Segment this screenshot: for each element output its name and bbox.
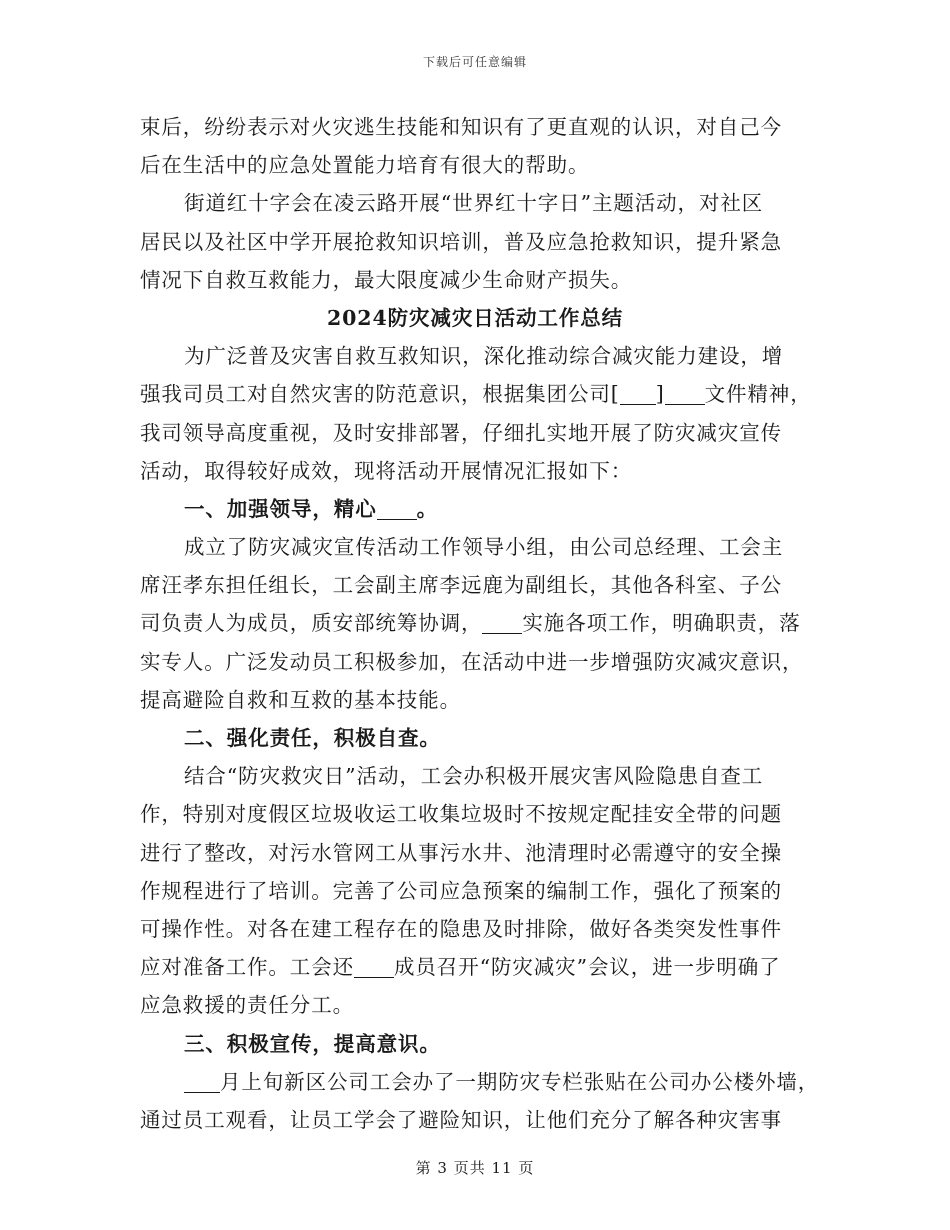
text-line: 我司领导高度重视，及时安排部署，仔细扎实地开展了防灾减灾宣传 [140,420,782,445]
text-line: 居民以及社区中学开展抢救知识培训，普及应急抢救知识，提升紧急 [140,229,782,254]
text-line: 后在生活中的应急处置能力培育有很大的帮助。 [140,153,590,178]
text-line: 活动，取得较好成效，现将活动开展情况汇报如下： [140,458,633,483]
text-line: 席汪孝东担任组长，工会副主席李远鹿为副组长，其他各科室、子公 [140,573,782,598]
subheading-3: 三、积极宣传，提高意识。 [184,1031,441,1056]
text-line: 作规程进行了培训。完善了公司应急预案的编制工作，强化了预案的 [140,878,782,903]
text-span: 强我司员工对自然灾害的防范意识，根据集团公司[ [140,382,620,407]
text-span: 成员召开“防灾减灾”会议，进一步明确了 [394,955,781,980]
text-line: 提高避险自救和互救的基本技能。 [140,687,461,712]
text-line: 成立了防灾减灾宣传活动工作领导小组，由公司总经理、工会主 [184,535,784,560]
blank-underline [354,953,394,978]
subheading-2: 二、强化责任，积极自查。 [184,726,441,750]
text-line: 可操作性。对各在建工程存在的隐患及时排除，做好各类突发性事件 [140,916,782,941]
blank-underline [377,495,417,520]
text-line [140,375,810,413]
text-span: 文件精神， [704,382,812,407]
section-title: 2024防灾减灾日活动工作总结 [326,305,624,330]
blank-underline [184,1068,220,1093]
text-line: 进行了整改，对污水管网工从事污水井、池清理时必需遵守的安全操 [140,840,782,865]
document-body [140,108,820,1139]
text-line: 街道红十字会在凌云路开展“世界红十字日”主题活动，对社区 [184,191,764,216]
text-line: 情况下自救互救能力，最大限度减少生命财产损失。 [140,267,633,292]
blank-underline [620,380,656,405]
subheading-1 [140,490,810,528]
text-span: 月上旬新区公司工会办了一期防灾专栏张贴在公司办公楼外墙， [220,1069,820,1094]
text-line: 作，特别对度假区垃圾收运工收集垃圾时不按规定配挂安全带的问题 [140,802,782,827]
text-span: 实施各项工作，明确职责，落 [522,611,801,636]
text-span: ] [655,382,665,407]
text-line: 结合“防灾救灾日”活动，工会办积极开展灾害风险隐患自查工 [184,764,764,789]
text-line: 通过员工观看，让员工学会了避险知识，让他们充分了解各种灾害事 [140,1107,782,1132]
text-line [140,948,810,986]
text-line [140,1063,820,1101]
page-footer: 第 3 页共 11 页 [415,1159,535,1177]
text-span: 司负责人为成员，质安部统筹协调， [140,611,483,636]
text-line: 应急救援的责任分工。 [140,993,354,1018]
text-span: 。 [416,496,439,521]
text-line: 实专人。广泛发动员工积极参加，在活动中进一步增强防灾减灾意识， [140,649,804,674]
text-line: 束后，纷纷表示对火灾逃生技能和知识有了更直观的认识，对自己今 [140,115,782,139]
page-header: 下载后可任意编辑 [422,55,527,69]
text-span: 应对准备工作。工会还 [140,955,354,980]
blank-underline [665,380,705,405]
blank-underline [482,609,522,634]
text-line: 为广泛普及灾害自救互救知识，深化推动综合减灾能力建设，增 [184,344,784,369]
text-span: 一、加强领导，精心 [184,496,377,521]
text-line [140,604,810,642]
